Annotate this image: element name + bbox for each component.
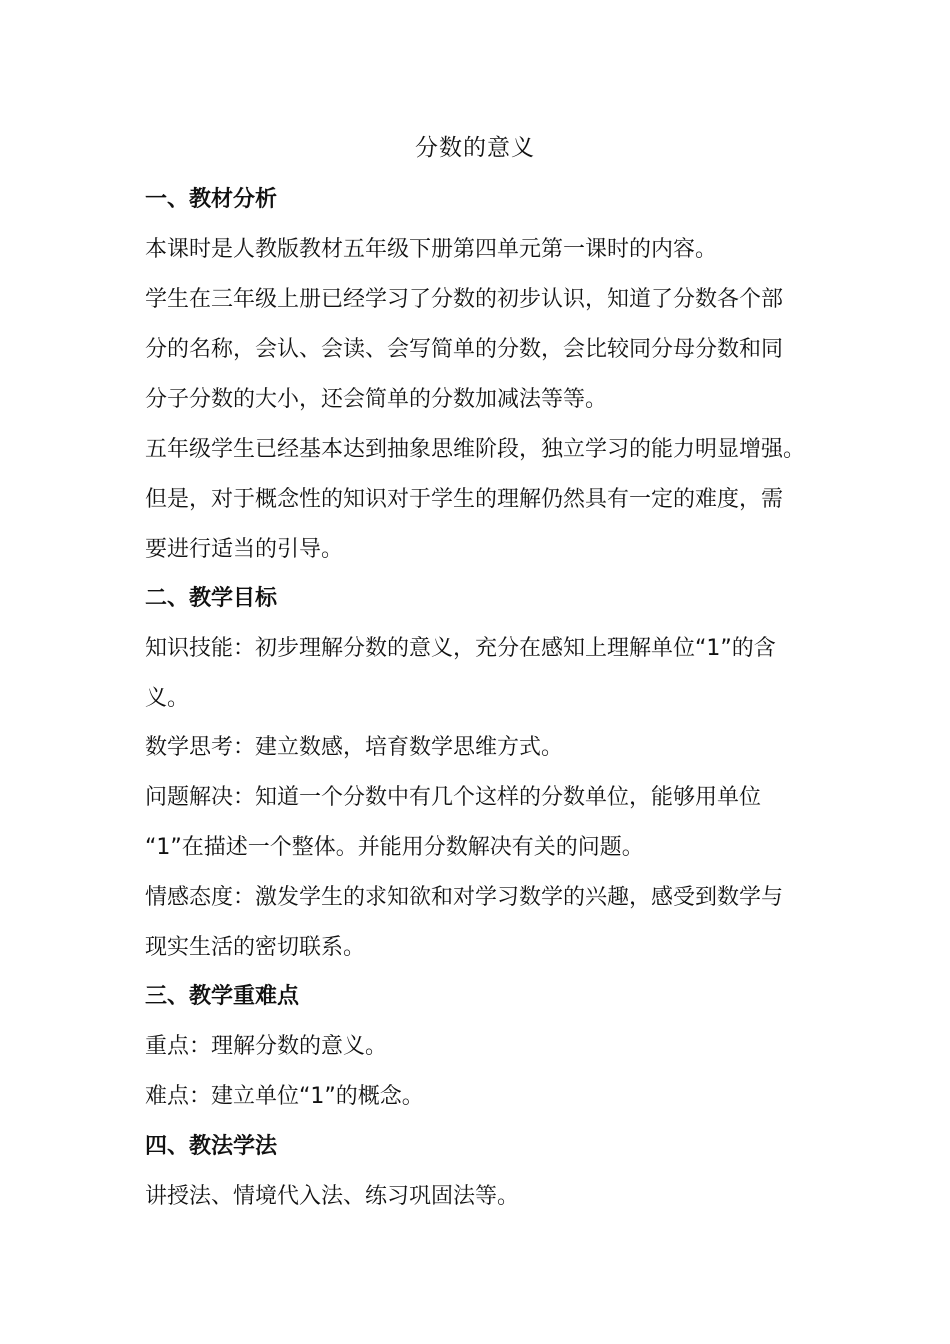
section-heading-textbook-analysis: 一、教材分析 — [145, 187, 278, 212]
section-heading-teaching-methods: 四、教法学法 — [145, 1134, 278, 1159]
section-heading-teaching-goals: 二、教学目标 — [145, 586, 278, 611]
paragraph-line: 分子分数的大小，还会简单的分数加减法等等。 — [145, 387, 608, 412]
paragraph-line: 本课时是人教版教材五年级下册第四单元第一课时的内容。 — [145, 237, 718, 262]
paragraph-line: 数学思考：建立数感，培育数学思维方式。 — [145, 735, 564, 760]
paragraph-line: 五年级学生已经基本达到抽象思维阶段，独立学习的能力明显增强。 — [145, 437, 806, 462]
paragraph-line: 要进行适当的引导。 — [145, 537, 344, 562]
paragraph-line: 学生在三年级上册已经学习了分数的初步认识，知道了分数各个部 — [145, 287, 784, 312]
paragraph-line: 知识技能：初步理解分数的意义，充分在感知上理解单位“1”的含 — [145, 636, 776, 661]
paragraph-line: 重点：理解分数的意义。 — [145, 1034, 388, 1059]
paragraph-line: 情感态度：激发学生的求知欲和对学习数学的兴趣，感受到数学与 — [145, 885, 784, 910]
section-heading-key-points: 三、教学重难点 — [145, 984, 300, 1009]
paragraph-line: 义。 — [145, 686, 190, 711]
paragraph-line: 但是，对于概念性的知识对于学生的理解仍然具有一定的难度，需 — [145, 487, 784, 512]
paragraph-line: 讲授法、情境代入法、练习巩固法等。 — [145, 1184, 520, 1209]
paragraph-line: 分的名称，会认、会读、会写简单的分数，会比较同分母分数和同 — [145, 337, 784, 362]
paragraph-line: 问题解决：知道一个分数中有几个这样的分数单位，能够用单位 — [145, 785, 762, 810]
paragraph-line: “1”在描述一个整体。并能用分数解决有关的问题。 — [145, 835, 644, 860]
document-title: 分数的意义 — [415, 135, 535, 161]
paragraph-line: 现实生活的密切联系。 — [145, 935, 366, 960]
paragraph-line: 难点：建立单位“1”的概念。 — [145, 1084, 424, 1109]
